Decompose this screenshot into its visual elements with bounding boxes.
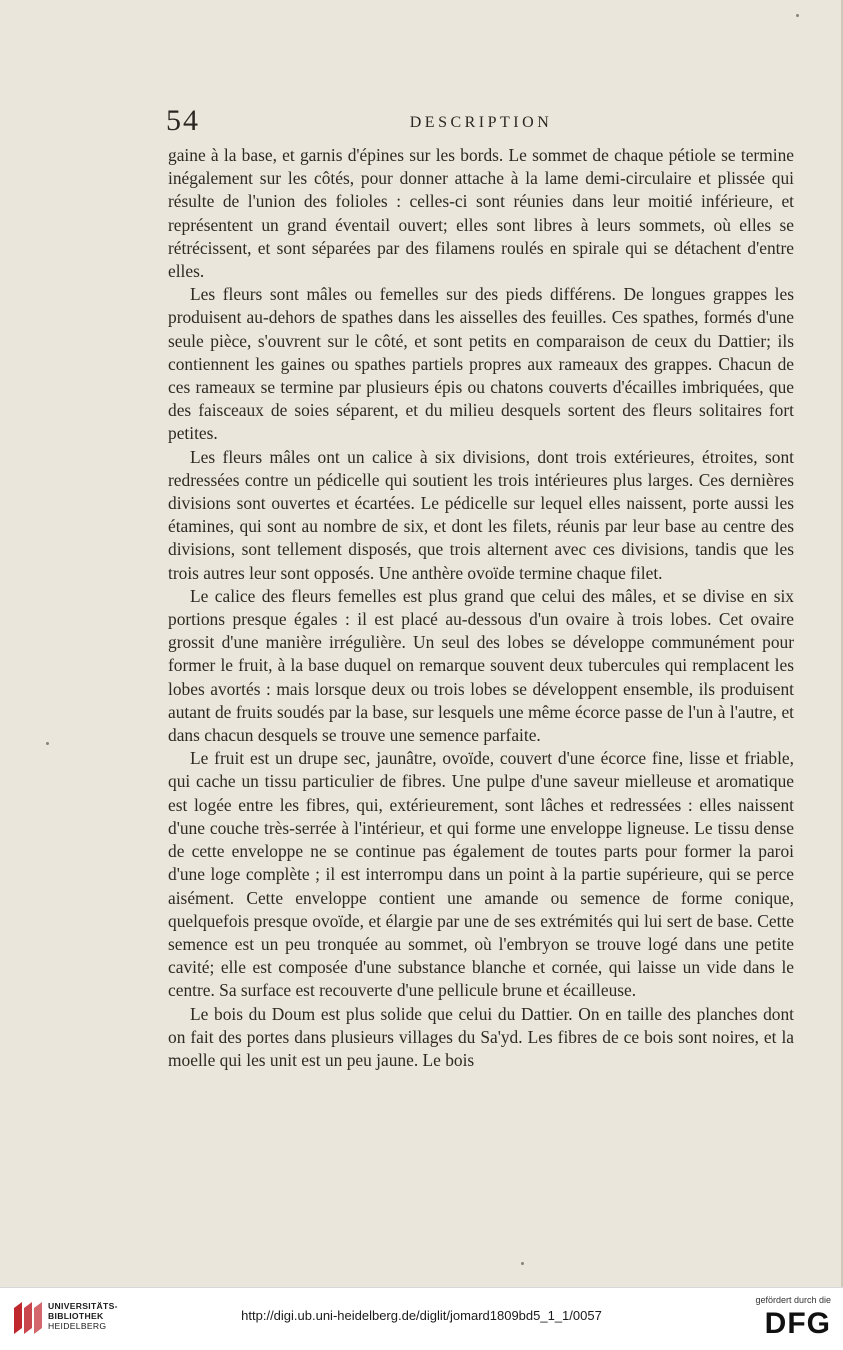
permalink-url[interactable]: http://digi.ub.uni-heidelberg.de/diglit/jomard1809bd5_1_1/0057 [241, 1308, 602, 1323]
paragraph-5: Le fruit est un drupe sec, jaunâtre, ovoïde, couvert d'une écorce fine, lisse et friable, qui cache un tissu particulier de fibres. Une pulpe d'une saveur mielleuse et aromatique est logée entre les fibres, qui, extérieurement, sont lâches et redressées : elles naissent d'une couche très-serrée à l'intérieur, et qui forme une enveloppe ligneuse. Le tissu dense de cette enveloppe ne se continue pas également de toutes parts pour former la paroi d'une loge complète ; il est interrompu dans un point à la partie supérieure, qui se perce aisément. Cette enveloppe contient une amande ou semence de forme conique, quelquefois presque ovoïde, et élargie par une de ses extrémités qui lui sert de base. Cette semence est un peu tronquée au sommet, où l'embryon se trouve logé dans une petite cavité; elle est composée d'une substance blanche et cornée, qui laisse un vide dans le centre. Sa surface est recouverte d'une pellicule brune et écailleuse. [168, 748, 794, 1001]
library-name-line: HEIDELBERG [48, 1321, 107, 1331]
scan-speck [796, 14, 799, 17]
library-name-line: UNIVERSITÄTS- [48, 1301, 118, 1311]
paragraph-1: gaine à la base, et garnis d'épines sur les bords. Le sommet de chaque pétiole se termine inégalement sur les côtés, pour donner attache à la lame demi-circulaire et plissée qui résulte de l'union des folioles : celles-ci sont réunies dans leur moitié inférieure, et représentent un grand éventail ouvert; elles sont libres à leurs sommets, où elles se rétrécissent, et sont séparées par des filamens roulés en spirale qui se détachent d'entre elles. [168, 145, 794, 282]
paragraph-6: Le bois du Doum est plus solide que celui du Dattier. On en taille des planches dont on fait des portes dans plusieurs villages du Sa'yd. Les fibres de ce bois sont noires, et la moelle qui les unit est un peu jaune. Le bois [168, 1003, 794, 1070]
scan-speck [46, 742, 49, 745]
scan-speck [521, 1262, 524, 1265]
viewer-footer [0, 1287, 843, 1350]
running-title: DESCRIPTION [409, 114, 553, 131]
library-name-line: BIBLIOTHEK [48, 1311, 104, 1321]
body-text [168, 144, 794, 1072]
paragraph-3: Les fleurs mâles ont un calice à six divisions, dont trois extérieures, étroites, sont redressées contre un pédicelle qui soutient les trois intérieures plus larges. Ces dernières divisions sont ouvertes et écartées. Le pédicelle sur lequel elles naissent, porte aussi les étamines, qui sont au nombre de six, et dont les filets, réunis par leur base au centre des divisions, sont tellement disposés, que trois alternent avec ces divisions, tandis que les trois autres leur sont opposés. Une anthère ovoïde termine chaque filet. [168, 446, 794, 583]
page-header [166, 104, 796, 138]
paragraph-2: Les fleurs sont mâles ou femelles sur des pieds différens. De longues grappes les produisent au-dehors de spathes dans les aisselles des feuilles. Ces spathes, formés d'une seule pièce, s'ouvrent sur le côté, et sont petits en comparaison de ceux du Dattier; ils contiennent les gaines ou spathes partiels propres aux rameaux des grappes. Chacun de ces rameaux se termine par plusieurs épis ou chatons couverts d'écailles imbriquées, que des faisceaux de soies séparent, et du milieu desquels sortent des fleurs solitaires fort petites. [168, 284, 794, 444]
paragraph-4: Le calice des fleurs femelles est plus grand que celui des mâles, et se divise en six portions presque égales : il est placé au-dessous d'un ovaire à trois lobes. Cet ovaire grossit d'une manière irrégulière. Un seul des lobes se développe communément pour former le fruit, à la base duquel on remarque souvent deux tubercules qui remplacent les lobes avortés : mais lorsque deux ou trois lobes se développent ensemble, ils produisent autant de fruits soudés par la base, sur lesquels une même écorce passe de l'un à l'autre, et dans chacun desquels se trouve une semence parfaite. [168, 585, 794, 746]
page-number: 54 [166, 104, 200, 137]
funded-by-label: gefördert durch die [755, 1295, 831, 1305]
dfg-logo: DFG [764, 1307, 831, 1340]
